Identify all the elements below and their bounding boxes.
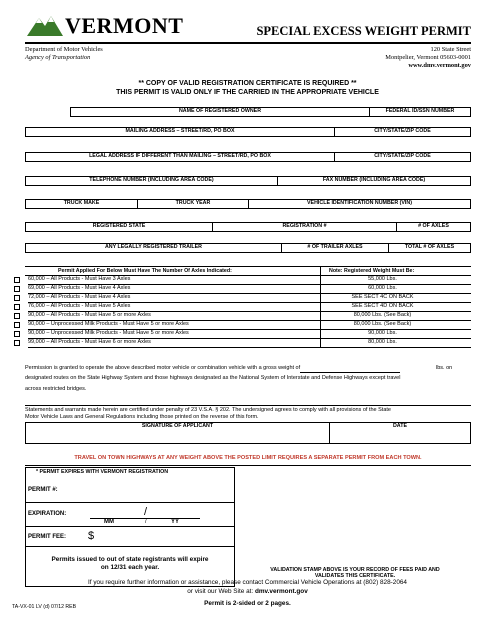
truck-year-label: TRUCK YEAR — [175, 200, 211, 206]
table-column-divider — [320, 266, 321, 347]
truck-make-label: TRUCK MAKE — [63, 200, 100, 206]
permit-option-checkbox[interactable] — [14, 313, 20, 319]
trailer-label: ANY LEGALLY REGISTERED TRAILER — [104, 244, 203, 250]
expiration-slash: / — [144, 506, 148, 518]
trailer-axles-label: # OF TRAILER AXLES — [307, 244, 363, 250]
permit-option-label: 60,000 – All Products - Must Have 3 Axles — [28, 276, 131, 282]
copy-required-notice: ** COPY OF VALID REGISTRATION CERTIFICATE IS REQUIRED ** — [138, 80, 357, 87]
telephone-label: TELEPHONE NUMBER (INCLUDING AREA CODE) — [89, 177, 214, 183]
city-state-zip-label-2: CITY/STATE/ZIP CODE — [374, 153, 431, 159]
permit-number-rule — [25, 502, 235, 503]
permit-option-label: 90,000 – Unprocessed Milk Products - Must Have 5 or more Axles — [28, 321, 189, 327]
vin-label: VEHICLE IDENTIFICATION NUMBER (VIN) — [307, 200, 412, 206]
axles-label: # OF AXLES — [418, 223, 449, 229]
permission-text-a: Permission is granted to operate the above described motor vehicle or combination vehicle with a gross weight of — [25, 365, 301, 371]
permit-option-weight: SEE SECT 4D ON BACK — [351, 303, 414, 309]
validation-line-1: VALIDATION STAMP ABOVE IS YOUR RECORD OF FEES PAID AND — [270, 567, 440, 573]
expiration-rule — [25, 526, 235, 527]
statement-line-1: Statements and warrants made herein are certified under penalty of 23 V.S.A. § 202. The undersigned agrees to comply with all provisions of the State — [25, 407, 391, 413]
table-top-rule — [25, 266, 471, 267]
signature-label: SIGNATURE OF APPLICANT — [141, 423, 214, 429]
permit-fee-rule — [25, 546, 235, 547]
fax-label: FAX NUMBER (INCLUDING AREA CODE) — [322, 177, 426, 183]
owner-name-label: NAME OF REGISTERED OWNER — [178, 108, 262, 114]
permit-option-checkbox[interactable] — [14, 286, 20, 292]
total-axles-label: TOTAL # OF AXLES — [404, 244, 455, 250]
permission-text-c: designated routes on the State Highway System and those highways designated as the National System of Interstate and Defense Highways except travel — [25, 375, 401, 381]
website-line — [0, 588, 495, 595]
permit-table-left-header: Permit Applied For Below Must Have The Number Of Axles Indicated: — [58, 268, 232, 274]
permit-option-weight: 80,000 Lbs. — [368, 339, 397, 345]
permit-option-checkbox[interactable] — [14, 322, 20, 328]
permit-table-right-header: Note: Registered Weight Must Be: — [329, 268, 415, 274]
mountain-icon — [25, 12, 65, 40]
page-title: SPECIAL EXCESS WEIGHT PERMIT — [256, 24, 471, 38]
federal-id-label: FEDERAL ID/SSN NUMBER — [385, 108, 455, 114]
permission-text-d: across restricted bridges. — [25, 386, 87, 392]
website: www.dmv.vermont.gov — [408, 62, 471, 69]
permit-option-label: 99,000 – All Products - Must Have 6 or more Axles — [28, 339, 151, 345]
permit-number-label: PERMIT #: — [28, 487, 58, 493]
permit-option-label: 69,000 – All Products - Must Have 4 Axles — [28, 285, 131, 291]
valid-only-notice: THIS PERMIT IS VALID ONLY IF THE CARRIED IN THE APPROPRIATE VEHICLE — [116, 89, 379, 96]
permit-option-weight: 60,000 Lbs. — [368, 285, 397, 291]
statement-line-2: Motor Vehicle Laws and General Regulations including those printed on the reverse of this form. — [25, 414, 259, 420]
form-id: TA-VX-01 LV (d) 07/12 REB — [12, 604, 77, 610]
date-label: DATE — [392, 423, 408, 429]
validation-line-2: VALIDATES THIS CERTIFICATE. — [314, 573, 396, 579]
permit-option-label: 76,000 – All Products - Must Have 5 Axles — [28, 303, 131, 309]
street-address: 120 State Street — [430, 46, 471, 53]
permit-option-checkbox[interactable] — [14, 295, 20, 301]
option-divider — [28, 347, 471, 348]
header-rule — [25, 42, 471, 44]
expiration-separator: / — [145, 519, 147, 525]
pages-note: Permit is 2-sided or 2 pages. — [204, 600, 291, 607]
help-line: If you require further information or assistance, please contact Commercial Vehicle Operations at (802) 828-2064 — [88, 579, 407, 586]
statement-top-rule — [25, 405, 471, 406]
permit-option-checkbox[interactable] — [14, 340, 20, 346]
registered-state-label: REGISTERED STATE — [92, 223, 146, 229]
permit-option-checkbox[interactable] — [14, 277, 20, 283]
permit-option-label: 90,000 – All Products - Must Have 5 or more Axles — [28, 312, 151, 318]
city-state-zip-label-1: CITY/STATE/ZIP CODE — [374, 128, 431, 134]
permit-fee-label: PERMIT FEE: — [28, 534, 67, 540]
permission-text-b: lbs. on — [436, 365, 453, 371]
permit-option-weight: 80,000 Lbs. (See Back) — [353, 312, 412, 318]
permit-option-weight: 80,000 Lbs. (See Back) — [353, 321, 412, 327]
website-link[interactable]: dmv.vermont.gov — [254, 588, 308, 595]
gross-weight-field[interactable] — [300, 372, 400, 373]
permit-option-label: 72,000 – All Products - Must Have 4 Axles — [28, 294, 131, 300]
mailing-address-label: MAILING ADDRESS – STREET/RD, PO BOX — [125, 128, 235, 134]
dept-name: Department of Motor Vehicles — [25, 46, 103, 53]
expiration-yy-label: YY — [171, 519, 180, 525]
out-of-state-note-1: Permits issued to out of state registrants will expire — [51, 556, 209, 563]
registration-number-label: REGISTRATION # — [282, 223, 327, 229]
warning-rule — [25, 465, 471, 466]
permit-expires-note: * PERMIT EXPIRES WITH VERMONT REGISTRATION — [36, 469, 169, 475]
out-of-state-note-2: on 12/31 each year. — [100, 564, 160, 571]
permit-option-checkbox[interactable] — [14, 304, 20, 310]
expiration-label: EXPIRATION: — [28, 511, 67, 517]
permit-option-weight: 90,000 Lbs. — [368, 330, 397, 336]
permit-option-weight: SEE SECT 4C ON BACK — [351, 294, 414, 300]
permit-option-checkbox[interactable] — [14, 331, 20, 337]
legal-address-label: LEGAL ADDRESS IF DIFFERENT THAN MAILING – STREET/RD, PO BOX — [89, 153, 271, 159]
travel-warning: TRAVEL ON TOWN HIGHWAYS AT ANY WEIGHT ABOVE THE POSTED LIMIT REQUIRES A SEPARATE PERMIT FROM EACH TOWN. — [74, 455, 422, 461]
permit-option-weight: 55,000 Lbs. — [368, 276, 397, 282]
website-prefix: or visit our Web Site at: — [187, 588, 254, 595]
expiration-mm-label: MM — [104, 519, 114, 525]
vermont-logo — [25, 10, 184, 40]
dollar-sign: $ — [88, 530, 95, 542]
permit-option-label: 90,000 – Unprocessed Milk Products - Must Have 5 or more Axles — [28, 330, 189, 336]
logo-text: VERMONT — [65, 13, 184, 38]
city-address: Montpelier, Vermont 05603-0001 — [385, 54, 471, 61]
agency-name: Agency of Transportation — [25, 54, 91, 61]
